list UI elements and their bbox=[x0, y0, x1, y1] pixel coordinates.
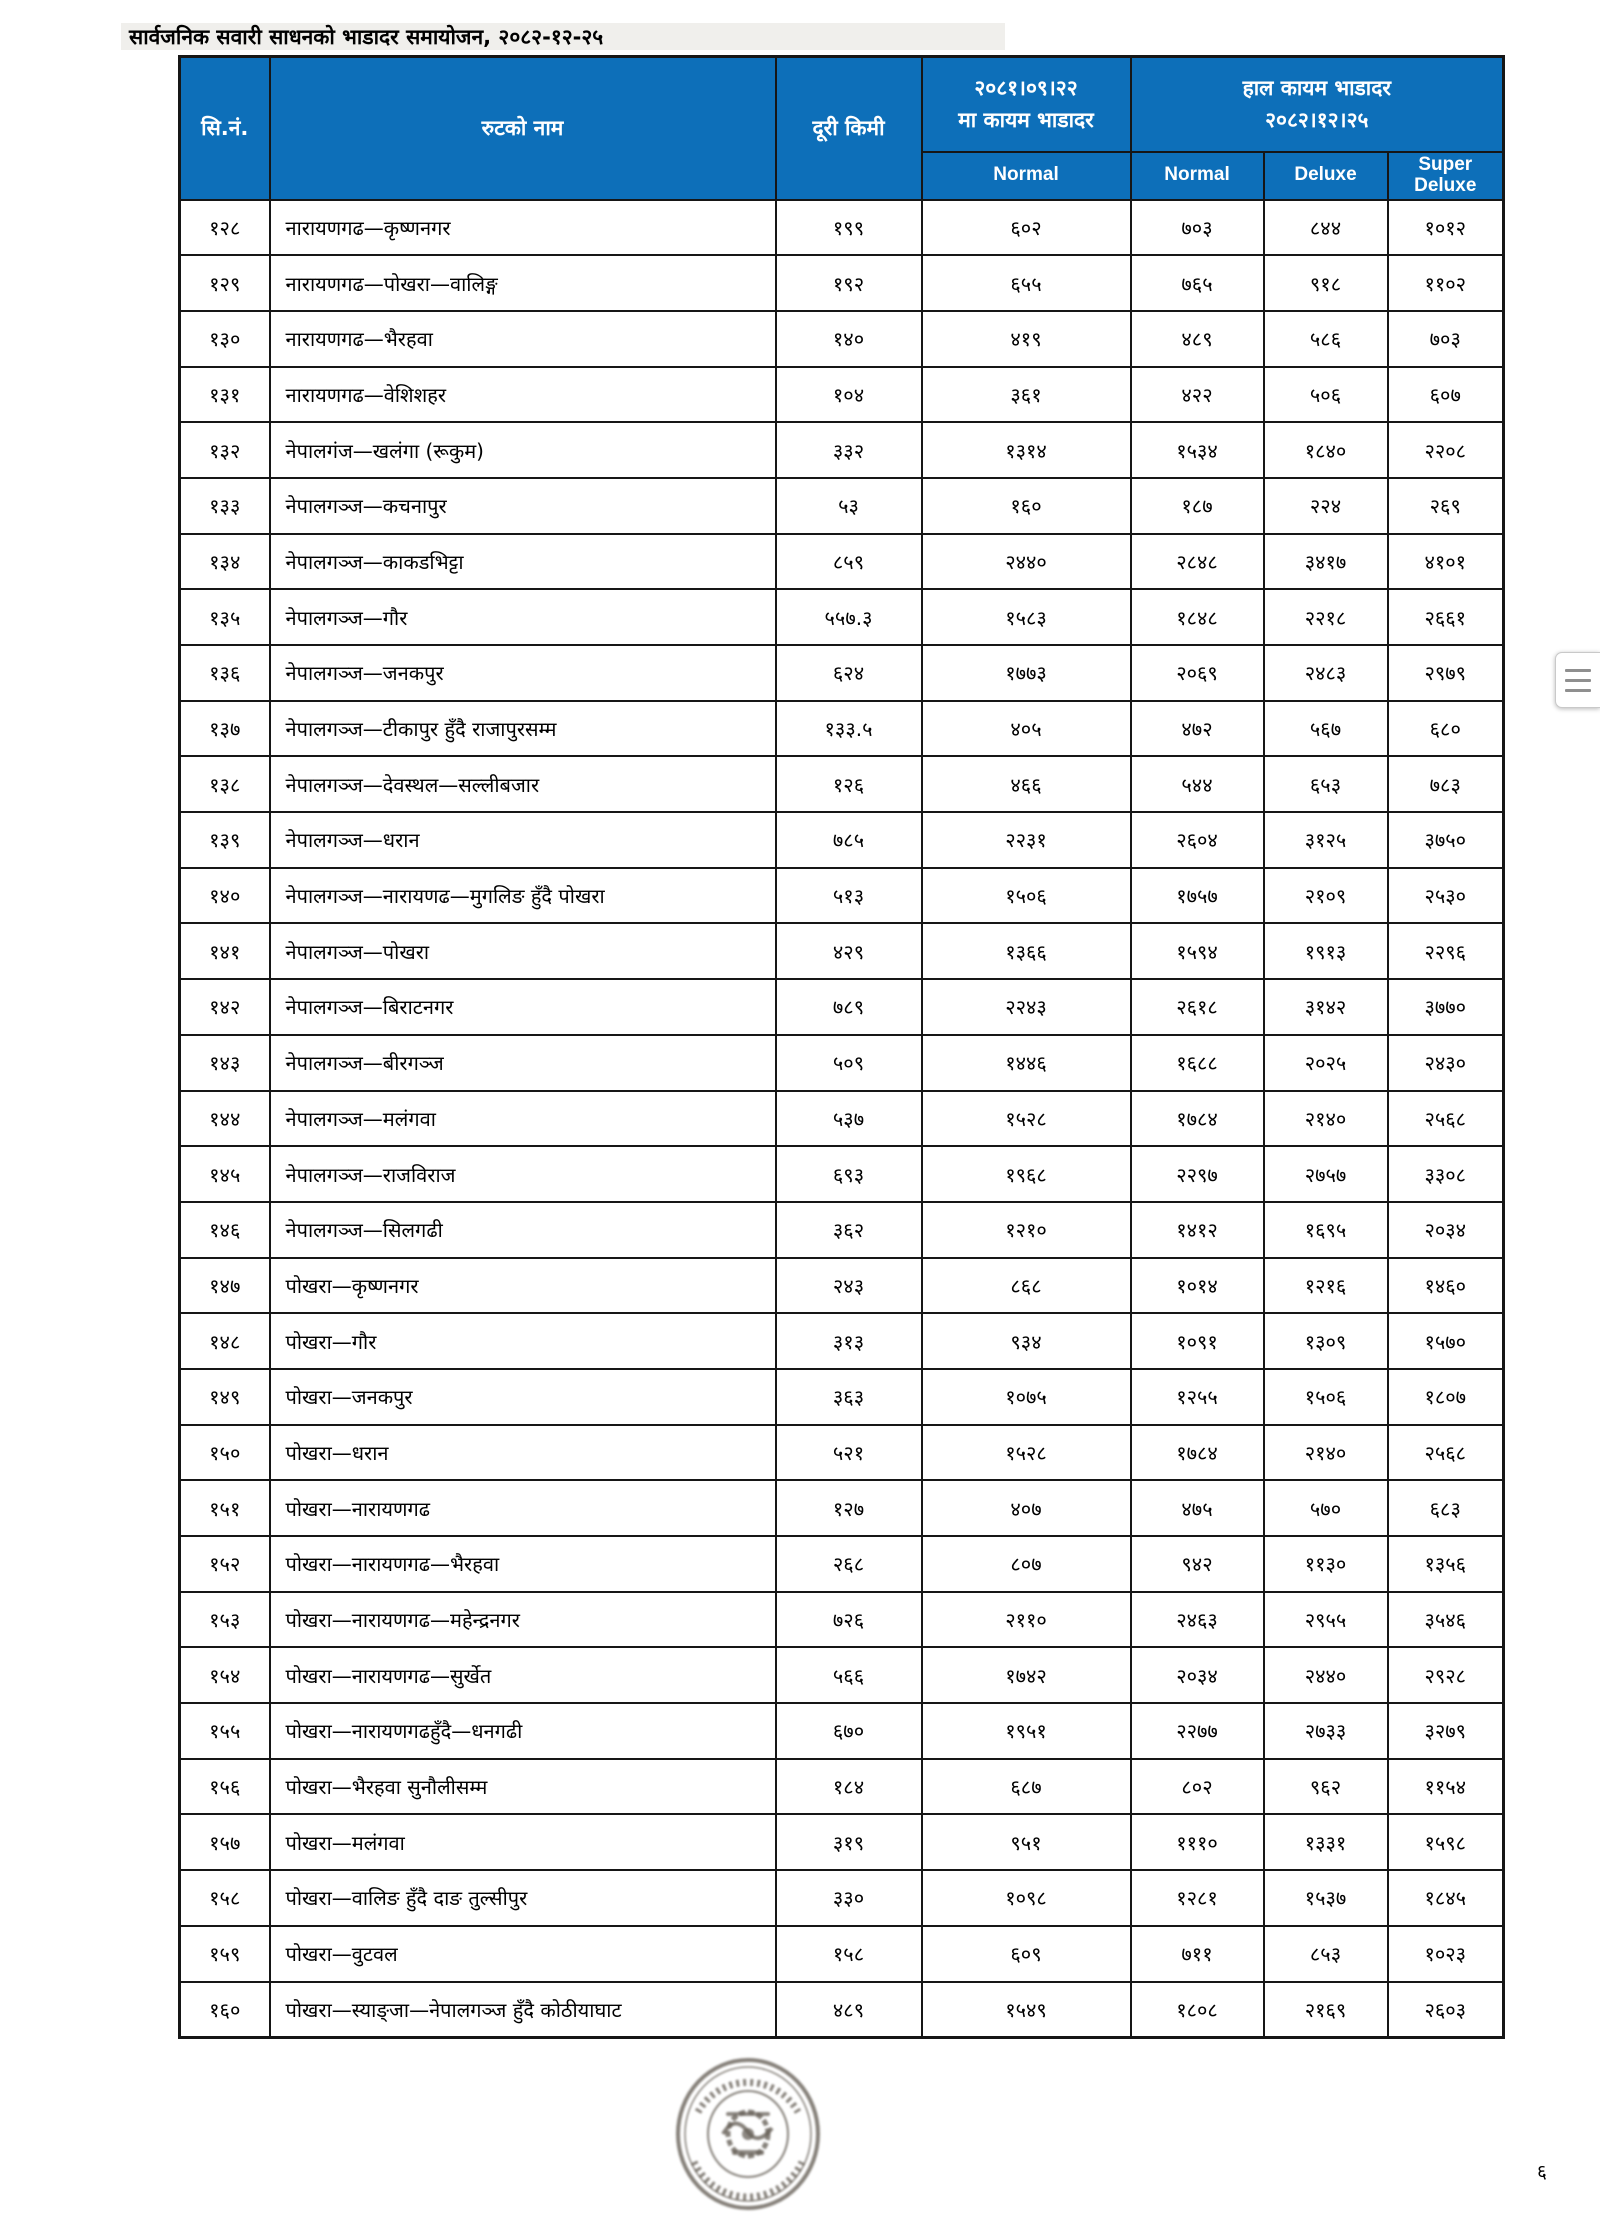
deluxe-fare-cell: १२१६ bbox=[1264, 1258, 1388, 1314]
table-row bbox=[180, 1647, 1504, 1703]
sn-cell: १३८ bbox=[180, 756, 270, 812]
header-distance-km: दूरी किमी bbox=[776, 57, 922, 200]
super-deluxe-fare-cell: १३५६ bbox=[1388, 1536, 1504, 1592]
route-cell: नारायणगढ—भैरहवा bbox=[270, 311, 776, 367]
header-old-fare-group bbox=[922, 57, 1131, 152]
sn-cell: १४२ bbox=[180, 979, 270, 1035]
sn-cell: १४९ bbox=[180, 1369, 270, 1425]
distance-cell: ५०९ bbox=[776, 1035, 922, 1091]
page-number: ६ bbox=[1537, 2161, 1547, 2183]
route-cell: नेपालगञ्ज—देवस्थल—सल्लीबजार bbox=[270, 756, 776, 812]
table-row bbox=[180, 1425, 1504, 1481]
route-cell: नेपालगञ्ज—राजविराज bbox=[270, 1146, 776, 1202]
sn-cell: १४० bbox=[180, 868, 270, 924]
distance-cell: १९२ bbox=[776, 255, 922, 311]
old-normal-fare-cell: २११० bbox=[922, 1592, 1131, 1648]
old-normal-fare-cell: ९५१ bbox=[922, 1814, 1131, 1870]
header-current-fare-date: २०८२।१२।२५ bbox=[1265, 108, 1369, 133]
sn-cell: १३२ bbox=[180, 422, 270, 478]
route-cell: पोखरा—स्याङ्जा—नेपालगञ्ज हुँदै कोठीयाघाट bbox=[270, 1982, 776, 2038]
route-cell: पोखरा—नारायणगढहुँदै—धनगढी bbox=[270, 1703, 776, 1759]
super-deluxe-fare-cell: १४६० bbox=[1388, 1258, 1504, 1314]
sn-cell: १५४ bbox=[180, 1647, 270, 1703]
super-deluxe-fare-cell: ७८३ bbox=[1388, 756, 1504, 812]
route-cell: पोखरा—मलंगवा bbox=[270, 1814, 776, 1870]
route-cell: पोखरा—वालिङ हुँदै दाङ तुल्सीपुर bbox=[270, 1870, 776, 1926]
distance-cell: ६७० bbox=[776, 1703, 922, 1759]
route-cell: नारायणगढ—वेशिशहर bbox=[270, 367, 776, 423]
deluxe-fare-cell: १५३७ bbox=[1264, 1870, 1388, 1926]
distance-cell: ७८५ bbox=[776, 812, 922, 868]
distance-cell: ६२४ bbox=[776, 645, 922, 701]
route-cell: पोखरा—जनकपुर bbox=[270, 1369, 776, 1425]
table-row bbox=[180, 311, 1504, 367]
normal-fare-cell: ५४४ bbox=[1131, 756, 1264, 812]
table-row bbox=[180, 1035, 1504, 1091]
distance-cell: ६९३ bbox=[776, 1146, 922, 1202]
super-deluxe-fare-cell: २०३४ bbox=[1388, 1202, 1504, 1258]
route-cell: नेपालगञ्ज—मलंगवा bbox=[270, 1091, 776, 1147]
table-row bbox=[180, 645, 1504, 701]
normal-fare-cell: २८४८ bbox=[1131, 534, 1264, 590]
sn-cell: १३१ bbox=[180, 367, 270, 423]
old-normal-fare-cell: ६८७ bbox=[922, 1759, 1131, 1815]
normal-fare-cell: ८०२ bbox=[1131, 1759, 1264, 1815]
distance-cell: ७२६ bbox=[776, 1592, 922, 1648]
sn-cell: १५८ bbox=[180, 1870, 270, 1926]
distance-cell: २६८ bbox=[776, 1536, 922, 1592]
hamburger-icon bbox=[1565, 669, 1591, 672]
deluxe-fare-cell: २४८३ bbox=[1264, 645, 1388, 701]
old-normal-fare-cell: ९३४ bbox=[922, 1313, 1131, 1369]
table-row bbox=[180, 1870, 1504, 1926]
route-cell: नेपालगञ्ज—नारायणढ—मुगलिङ हुँदै पोखरा bbox=[270, 868, 776, 924]
super-deluxe-fare-cell: २५६८ bbox=[1388, 1091, 1504, 1147]
normal-fare-cell: १११० bbox=[1131, 1814, 1264, 1870]
route-cell: नेपालगञ्ज—जनकपुर bbox=[270, 645, 776, 701]
route-cell: नेपालगञ्ज—बीरगञ्ज bbox=[270, 1035, 776, 1091]
header-current-fare-label: हाल कायम भाडादर bbox=[1242, 75, 1391, 100]
deluxe-fare-cell: २४४० bbox=[1264, 1647, 1388, 1703]
deluxe-fare-cell: १३३१ bbox=[1264, 1814, 1388, 1870]
old-normal-fare-cell: १७४२ bbox=[922, 1647, 1131, 1703]
old-normal-fare-cell: १०७५ bbox=[922, 1369, 1131, 1425]
old-normal-fare-cell: १२१० bbox=[922, 1202, 1131, 1258]
sn-cell: १३४ bbox=[180, 534, 270, 590]
deluxe-fare-cell: २७५७ bbox=[1264, 1146, 1388, 1202]
old-normal-fare-cell: १४४६ bbox=[922, 1035, 1131, 1091]
table-row bbox=[180, 868, 1504, 924]
super-deluxe-fare-cell: ११५४ bbox=[1388, 1759, 1504, 1815]
deluxe-fare-cell: २०२५ bbox=[1264, 1035, 1388, 1091]
distance-cell: ५१३ bbox=[776, 868, 922, 924]
normal-fare-cell: १७८४ bbox=[1131, 1425, 1264, 1481]
old-normal-fare-cell: ४१९ bbox=[922, 311, 1131, 367]
table-row bbox=[180, 1926, 1504, 1982]
table-row bbox=[180, 812, 1504, 868]
sn-cell: १३७ bbox=[180, 701, 270, 757]
sn-cell: १५० bbox=[180, 1425, 270, 1481]
route-cell: नेपालगञ्ज—धरान bbox=[270, 812, 776, 868]
title-band bbox=[121, 23, 1005, 50]
scroll-handle[interactable] bbox=[1555, 652, 1600, 708]
old-normal-fare-cell: १९६८ bbox=[922, 1146, 1131, 1202]
sn-cell: १४७ bbox=[180, 1258, 270, 1314]
normal-fare-cell: २२९७ bbox=[1131, 1146, 1264, 1202]
table-row bbox=[180, 1703, 1504, 1759]
route-cell: नारायणगढ—पोखरा—वालिङ्ग bbox=[270, 255, 776, 311]
old-normal-fare-cell: १३१४ bbox=[922, 422, 1131, 478]
normal-fare-cell: १०१४ bbox=[1131, 1258, 1264, 1314]
header-new-normal: Normal bbox=[1131, 152, 1264, 200]
sn-cell: १५६ bbox=[180, 1759, 270, 1815]
super-deluxe-fare-cell: १८४५ bbox=[1388, 1870, 1504, 1926]
sn-cell: १५९ bbox=[180, 1926, 270, 1982]
header-deluxe: Deluxe bbox=[1264, 152, 1388, 200]
normal-fare-cell: १५३४ bbox=[1131, 422, 1264, 478]
route-cell: पोखरा—वुटवल bbox=[270, 1926, 776, 1982]
deluxe-fare-cell: १३०९ bbox=[1264, 1313, 1388, 1369]
route-cell: नेपालगञ्ज—सिलगढी bbox=[270, 1202, 776, 1258]
sn-cell: १३३ bbox=[180, 478, 270, 534]
route-cell: नेपालगंज—खलंगा (रूकुम) bbox=[270, 422, 776, 478]
sn-cell: १४१ bbox=[180, 923, 270, 979]
distance-cell: ५६६ bbox=[776, 1647, 922, 1703]
table-row bbox=[180, 589, 1504, 645]
sn-cell: १५७ bbox=[180, 1814, 270, 1870]
super-deluxe-fare-cell: ३३०८ bbox=[1388, 1146, 1504, 1202]
old-normal-fare-cell: १०९८ bbox=[922, 1870, 1131, 1926]
old-normal-fare-cell: ६०२ bbox=[922, 200, 1131, 256]
table-row bbox=[180, 422, 1504, 478]
normal-fare-cell: १२५५ bbox=[1131, 1369, 1264, 1425]
super-deluxe-fare-cell: २९२८ bbox=[1388, 1647, 1504, 1703]
distance-cell: १४० bbox=[776, 311, 922, 367]
sn-cell: १३५ bbox=[180, 589, 270, 645]
normal-fare-cell: १५९४ bbox=[1131, 923, 1264, 979]
normal-fare-cell: ४७२ bbox=[1131, 701, 1264, 757]
normal-fare-cell: २२७७ bbox=[1131, 1703, 1264, 1759]
sn-cell: १२९ bbox=[180, 255, 270, 311]
table-row bbox=[180, 1258, 1504, 1314]
table-row bbox=[180, 534, 1504, 590]
header-old-fare-date: २०८१।०९।२२ bbox=[974, 75, 1078, 100]
deluxe-fare-cell: ३१२५ bbox=[1264, 812, 1388, 868]
deluxe-fare-cell: ९१८ bbox=[1264, 255, 1388, 311]
table-row bbox=[180, 1814, 1504, 1870]
old-normal-fare-cell: १६० bbox=[922, 478, 1131, 534]
super-deluxe-fare-cell: २६०३ bbox=[1388, 1982, 1504, 2038]
normal-fare-cell: ४७५ bbox=[1131, 1480, 1264, 1536]
distance-cell: ३६२ bbox=[776, 1202, 922, 1258]
route-cell: पोखरा—नारायणगढ bbox=[270, 1480, 776, 1536]
hamburger-icon bbox=[1565, 679, 1591, 682]
distance-cell: १२७ bbox=[776, 1480, 922, 1536]
super-deluxe-fare-cell: ११०२ bbox=[1388, 255, 1504, 311]
distance-cell: ५३ bbox=[776, 478, 922, 534]
deluxe-fare-cell: १८४० bbox=[1264, 422, 1388, 478]
super-deluxe-fare-cell: १०२३ bbox=[1388, 1926, 1504, 1982]
super-deluxe-fare-cell: २५३० bbox=[1388, 868, 1504, 924]
deluxe-fare-cell: २१४० bbox=[1264, 1425, 1388, 1481]
old-normal-fare-cell: २२४३ bbox=[922, 979, 1131, 1035]
header-old-fare-label: मा कायम भाडादर bbox=[958, 108, 1094, 133]
normal-fare-cell: २०६९ bbox=[1131, 645, 1264, 701]
distance-cell: १२६ bbox=[776, 756, 922, 812]
old-normal-fare-cell: ८६८ bbox=[922, 1258, 1131, 1314]
route-cell: पोखरा—नारायणगढ—सुर्खेत bbox=[270, 1647, 776, 1703]
distance-cell: १९९ bbox=[776, 200, 922, 256]
old-normal-fare-cell: ३६१ bbox=[922, 367, 1131, 423]
normal-fare-cell: ७०३ bbox=[1131, 200, 1264, 256]
normal-fare-cell: ९४२ bbox=[1131, 1536, 1264, 1592]
super-deluxe-fare-cell: २६९ bbox=[1388, 478, 1504, 534]
super-deluxe-fare-cell: ६८० bbox=[1388, 701, 1504, 757]
old-normal-fare-cell: ४०५ bbox=[922, 701, 1131, 757]
deluxe-fare-cell: २९५५ bbox=[1264, 1592, 1388, 1648]
deluxe-fare-cell: १५०६ bbox=[1264, 1369, 1388, 1425]
old-normal-fare-cell: ६५५ bbox=[922, 255, 1131, 311]
distance-cell: ४२९ bbox=[776, 923, 922, 979]
route-cell: नेपालगञ्ज—काकडभिट्टा bbox=[270, 534, 776, 590]
normal-fare-cell: १७५७ bbox=[1131, 868, 1264, 924]
old-normal-fare-cell: ८०७ bbox=[922, 1536, 1131, 1592]
distance-cell: १०४ bbox=[776, 367, 922, 423]
table-row bbox=[180, 1982, 1504, 2038]
old-normal-fare-cell: १५२८ bbox=[922, 1425, 1131, 1481]
distance-cell: ३३० bbox=[776, 1870, 922, 1926]
normal-fare-cell: १८०८ bbox=[1131, 1982, 1264, 2038]
table-row bbox=[180, 1480, 1504, 1536]
table-row bbox=[180, 979, 1504, 1035]
header-super-deluxe: Super Deluxe bbox=[1388, 152, 1504, 200]
deluxe-fare-cell: ९६२ bbox=[1264, 1759, 1388, 1815]
deluxe-fare-cell: ५७० bbox=[1264, 1480, 1388, 1536]
distance-cell: ३६३ bbox=[776, 1369, 922, 1425]
page-title: सार्वजनिक सवारी साधनको भाडादर समायोजन, २०८२-१२-२५ bbox=[129, 24, 604, 49]
deluxe-fare-cell: १६९५ bbox=[1264, 1202, 1388, 1258]
distance-cell: २४३ bbox=[776, 1258, 922, 1314]
deluxe-fare-cell: २२४ bbox=[1264, 478, 1388, 534]
sn-cell: १३६ bbox=[180, 645, 270, 701]
super-deluxe-fare-cell: २२०८ bbox=[1388, 422, 1504, 478]
old-normal-fare-cell: १५०६ bbox=[922, 868, 1131, 924]
fare-table-body bbox=[180, 200, 1504, 2038]
super-deluxe-fare-cell: ३५४६ bbox=[1388, 1592, 1504, 1648]
old-normal-fare-cell: १७७३ bbox=[922, 645, 1131, 701]
route-cell: पोखरा—धरान bbox=[270, 1425, 776, 1481]
normal-fare-cell: १२८१ bbox=[1131, 1870, 1264, 1926]
super-deluxe-fare-cell: १५७० bbox=[1388, 1313, 1504, 1369]
normal-fare-cell: २४६३ bbox=[1131, 1592, 1264, 1648]
normal-fare-cell: १८४८ bbox=[1131, 589, 1264, 645]
sn-cell: १४३ bbox=[180, 1035, 270, 1091]
old-normal-fare-cell: १३६६ bbox=[922, 923, 1131, 979]
normal-fare-cell: १४१२ bbox=[1131, 1202, 1264, 1258]
deluxe-fare-cell: ३१४२ bbox=[1264, 979, 1388, 1035]
distance-cell: ८५९ bbox=[776, 534, 922, 590]
route-cell: नेपालगञ्ज—गौर bbox=[270, 589, 776, 645]
header-serial-number: सि.नं. bbox=[180, 57, 270, 200]
deluxe-fare-cell: ८५३ bbox=[1264, 1926, 1388, 1982]
route-cell: नेपालगञ्ज—टीकापुर हुँदै राजापुरसम्म bbox=[270, 701, 776, 757]
table-row bbox=[180, 701, 1504, 757]
fare-table bbox=[178, 55, 1505, 2039]
table-row bbox=[180, 1202, 1504, 1258]
normal-fare-cell: ७६५ bbox=[1131, 255, 1264, 311]
sn-cell: १५५ bbox=[180, 1703, 270, 1759]
super-deluxe-fare-cell: ७०३ bbox=[1388, 311, 1504, 367]
deluxe-fare-cell: २७३३ bbox=[1264, 1703, 1388, 1759]
table-row bbox=[180, 1592, 1504, 1648]
normal-fare-cell: १८७ bbox=[1131, 478, 1264, 534]
route-cell: पोखरा—गौर bbox=[270, 1313, 776, 1369]
distance-cell: १५८ bbox=[776, 1926, 922, 1982]
route-cell: नेपालगञ्ज—पोखरा bbox=[270, 923, 776, 979]
sn-cell: १३९ bbox=[180, 812, 270, 868]
super-deluxe-fare-cell: १८०७ bbox=[1388, 1369, 1504, 1425]
route-cell: पोखरा—कृष्णनगर bbox=[270, 1258, 776, 1314]
table-row bbox=[180, 367, 1504, 423]
deluxe-fare-cell: ३४१७ bbox=[1264, 534, 1388, 590]
super-deluxe-fare-cell: ३७७० bbox=[1388, 979, 1504, 1035]
super-deluxe-fare-cell: १५९८ bbox=[1388, 1814, 1504, 1870]
normal-fare-cell: १०९१ bbox=[1131, 1313, 1264, 1369]
sn-cell: १४४ bbox=[180, 1091, 270, 1147]
sn-cell: १६० bbox=[180, 1982, 270, 2038]
super-deluxe-fare-cell: २५६८ bbox=[1388, 1425, 1504, 1481]
distance-cell: ३१३ bbox=[776, 1313, 922, 1369]
table-row bbox=[180, 478, 1504, 534]
table-row bbox=[180, 923, 1504, 979]
super-deluxe-fare-cell: २६६१ bbox=[1388, 589, 1504, 645]
header-current-fare-group bbox=[1131, 57, 1504, 152]
deluxe-fare-cell: ५८६ bbox=[1264, 311, 1388, 367]
old-normal-fare-cell: २२३१ bbox=[922, 812, 1131, 868]
table-row bbox=[180, 1369, 1504, 1425]
sn-cell: १४८ bbox=[180, 1313, 270, 1369]
deluxe-fare-cell: ५०६ bbox=[1264, 367, 1388, 423]
route-cell: नेपालगञ्ज—कचनापुर bbox=[270, 478, 776, 534]
normal-fare-cell: ४२२ bbox=[1131, 367, 1264, 423]
normal-fare-cell: ७११ bbox=[1131, 1926, 1264, 1982]
deluxe-fare-cell: १९१३ bbox=[1264, 923, 1388, 979]
super-deluxe-fare-cell: ३२७९ bbox=[1388, 1703, 1504, 1759]
super-deluxe-fare-cell: ४१०१ bbox=[1388, 534, 1504, 590]
old-normal-fare-cell: १५८३ bbox=[922, 589, 1131, 645]
distance-cell: ५५७.३ bbox=[776, 589, 922, 645]
sn-cell: १४५ bbox=[180, 1146, 270, 1202]
table-row bbox=[180, 1313, 1504, 1369]
distance-cell: ३१९ bbox=[776, 1814, 922, 1870]
distance-cell: १८४ bbox=[776, 1759, 922, 1815]
distance-cell: ५२१ bbox=[776, 1425, 922, 1481]
route-cell: नेपालगञ्ज—बिराटनगर bbox=[270, 979, 776, 1035]
old-normal-fare-cell: ४६६ bbox=[922, 756, 1131, 812]
table-row bbox=[180, 756, 1504, 812]
distance-cell: ४८९ bbox=[776, 1982, 922, 2038]
super-deluxe-fare-cell: ३७५० bbox=[1388, 812, 1504, 868]
normal-fare-cell: ४८९ bbox=[1131, 311, 1264, 367]
sn-cell: १५२ bbox=[180, 1536, 270, 1592]
super-deluxe-fare-cell: १०१२ bbox=[1388, 200, 1504, 256]
table-row bbox=[180, 1536, 1504, 1592]
super-deluxe-fare-cell: ६०७ bbox=[1388, 367, 1504, 423]
deluxe-fare-cell: ११३० bbox=[1264, 1536, 1388, 1592]
distance-cell: ७८९ bbox=[776, 979, 922, 1035]
table-row bbox=[180, 1091, 1504, 1147]
deluxe-fare-cell: २१६९ bbox=[1264, 1982, 1388, 2038]
old-normal-fare-cell: १९५१ bbox=[922, 1703, 1131, 1759]
table-row bbox=[180, 1146, 1504, 1202]
table-row bbox=[180, 255, 1504, 311]
super-deluxe-fare-cell: ६८३ bbox=[1388, 1480, 1504, 1536]
distance-cell: १३३.५ bbox=[776, 701, 922, 757]
distance-cell: ५३७ bbox=[776, 1091, 922, 1147]
sn-cell: १३० bbox=[180, 311, 270, 367]
old-normal-fare-cell: ४०७ bbox=[922, 1480, 1131, 1536]
route-cell: पोखरा—नारायणगढ—भैरहवा bbox=[270, 1536, 776, 1592]
distance-cell: ३३२ bbox=[776, 422, 922, 478]
old-normal-fare-cell: ६०९ bbox=[922, 1926, 1131, 1982]
route-cell: नारायणगढ—कृष्णनगर bbox=[270, 200, 776, 256]
official-seal bbox=[668, 2052, 828, 2217]
normal-fare-cell: १७८४ bbox=[1131, 1091, 1264, 1147]
normal-fare-cell: २६०४ bbox=[1131, 812, 1264, 868]
deluxe-fare-cell: २१४० bbox=[1264, 1091, 1388, 1147]
normal-fare-cell: २६१८ bbox=[1131, 979, 1264, 1035]
route-cell: पोखरा—नारायणगढ—महेन्द्रनगर bbox=[270, 1592, 776, 1648]
old-normal-fare-cell: १५२८ bbox=[922, 1091, 1131, 1147]
deluxe-fare-cell: ८४४ bbox=[1264, 200, 1388, 256]
deluxe-fare-cell: २२१८ bbox=[1264, 589, 1388, 645]
table-row bbox=[180, 1759, 1504, 1815]
route-cell: पोखरा—भैरहवा सुनौलीसम्म bbox=[270, 1759, 776, 1815]
super-deluxe-fare-cell: २२९६ bbox=[1388, 923, 1504, 979]
super-deluxe-fare-cell: २४३० bbox=[1388, 1035, 1504, 1091]
sn-cell: १४६ bbox=[180, 1202, 270, 1258]
sn-cell: १५३ bbox=[180, 1592, 270, 1648]
hamburger-icon bbox=[1565, 689, 1591, 692]
normal-fare-cell: २०३४ bbox=[1131, 1647, 1264, 1703]
deluxe-fare-cell: ५६७ bbox=[1264, 701, 1388, 757]
table-row bbox=[180, 200, 1504, 256]
sn-cell: १५१ bbox=[180, 1480, 270, 1536]
header-route-name: रुटको नाम bbox=[270, 57, 776, 200]
old-normal-fare-cell: २४४० bbox=[922, 534, 1131, 590]
normal-fare-cell: १६८८ bbox=[1131, 1035, 1264, 1091]
super-deluxe-fare-cell: २९७९ bbox=[1388, 645, 1504, 701]
deluxe-fare-cell: २१०९ bbox=[1264, 868, 1388, 924]
header-old-normal: Normal bbox=[922, 152, 1131, 200]
old-normal-fare-cell: १५४९ bbox=[922, 1982, 1131, 2038]
sn-cell: १२८ bbox=[180, 200, 270, 256]
fare-table-header bbox=[180, 57, 1504, 200]
deluxe-fare-cell: ६५३ bbox=[1264, 756, 1388, 812]
